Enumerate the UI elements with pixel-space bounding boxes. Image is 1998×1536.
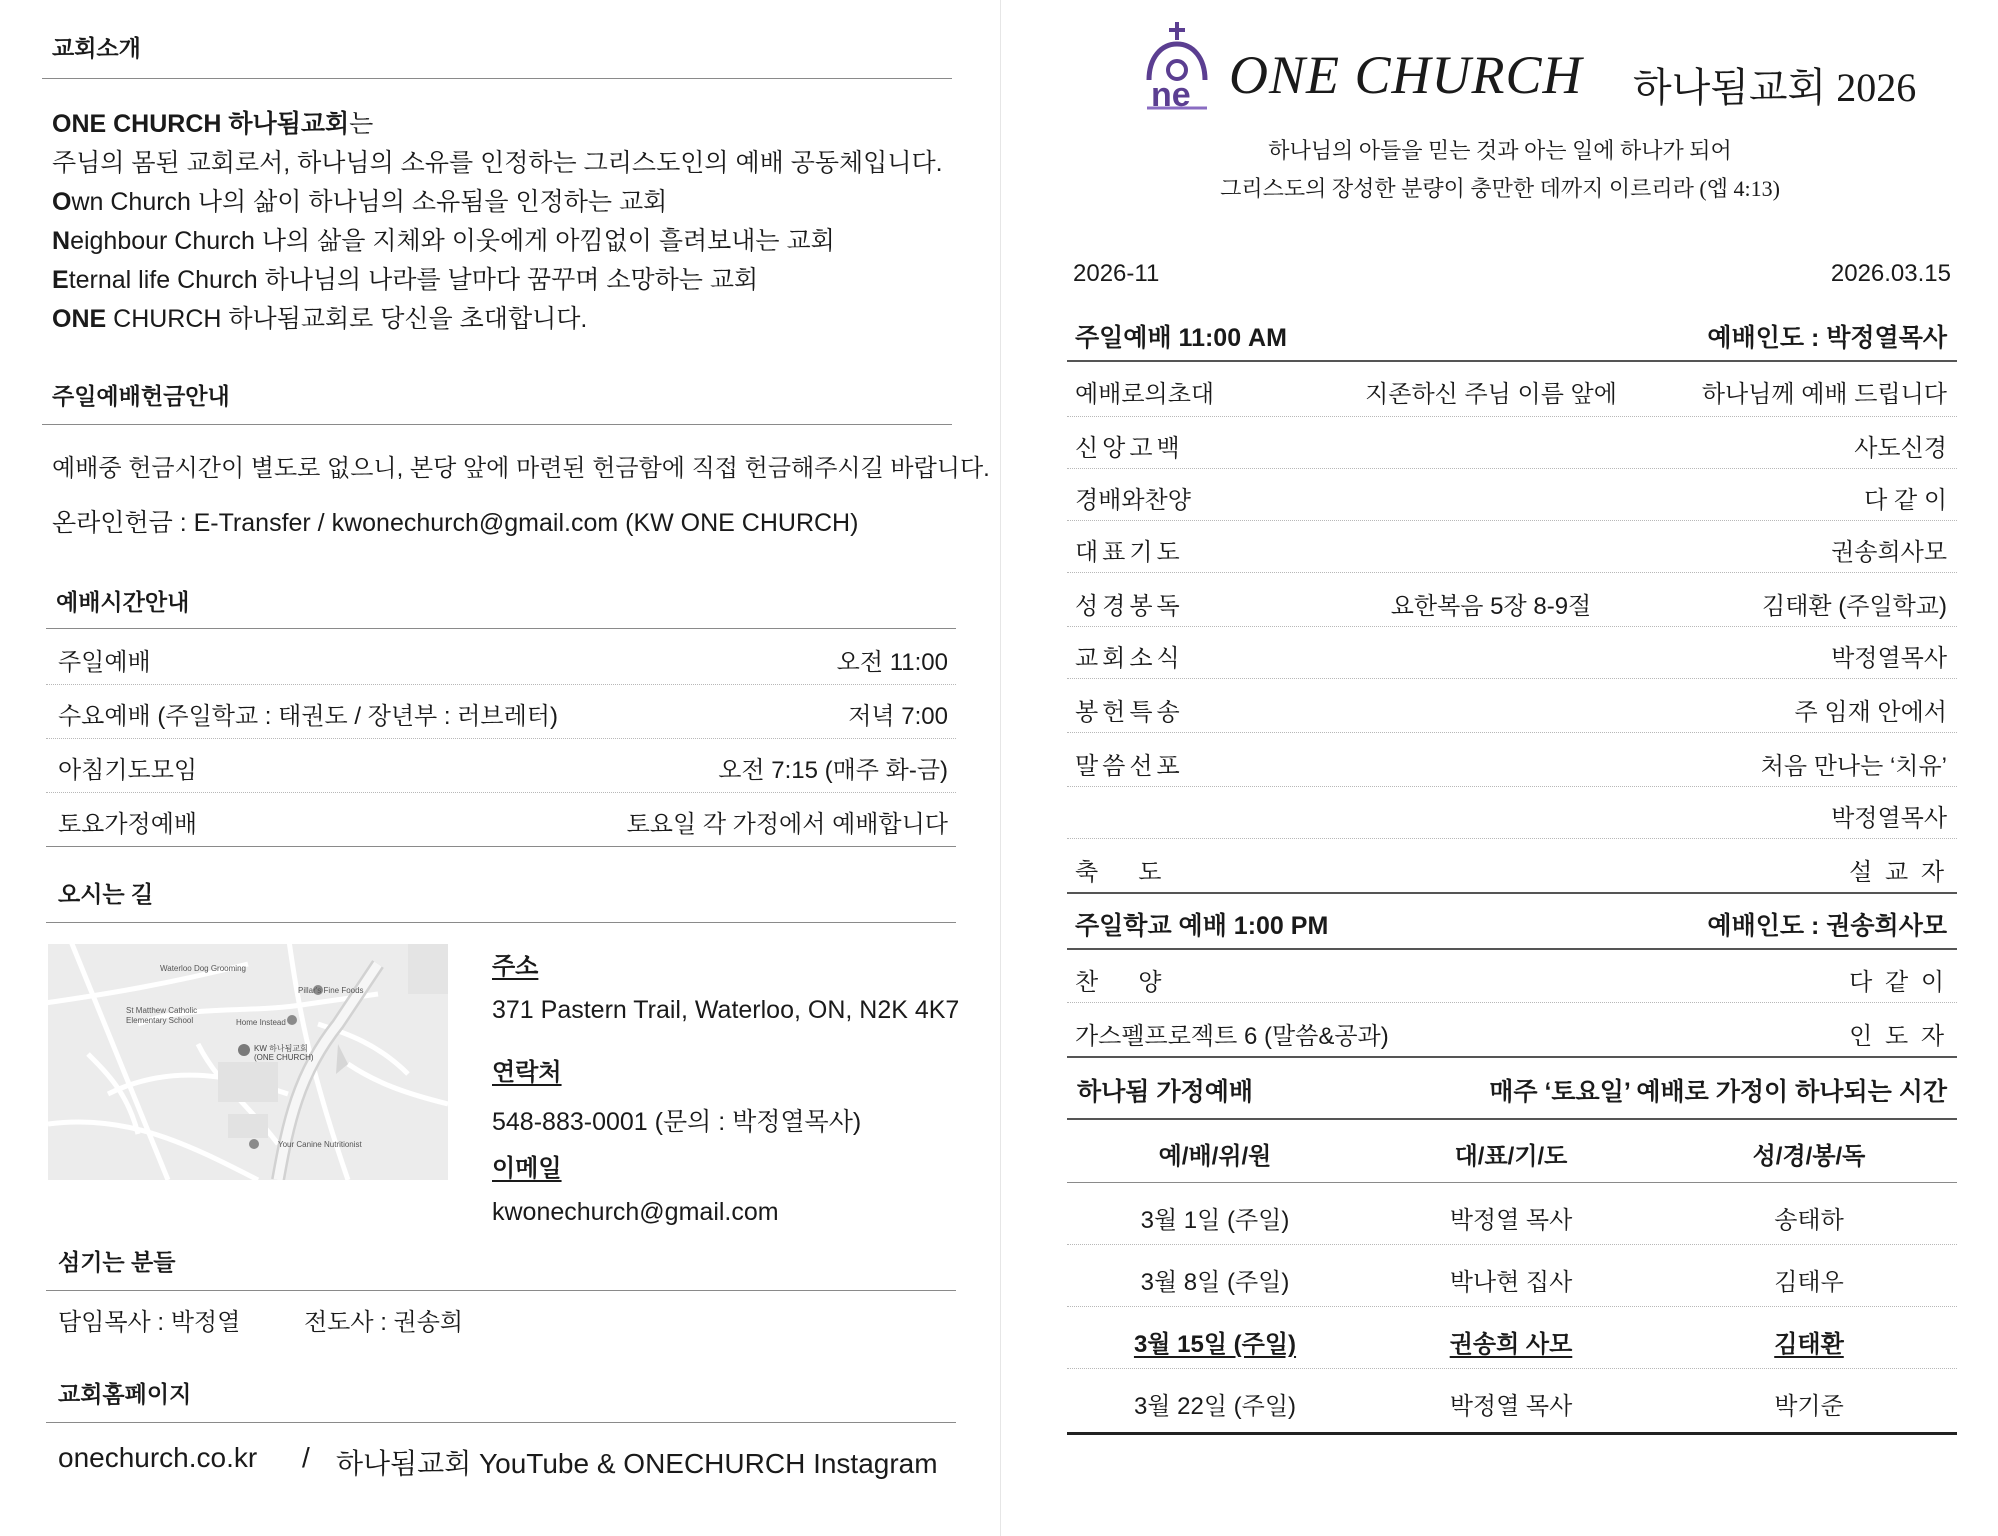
divider bbox=[1067, 1056, 1957, 1058]
offering-line-1: 예배중 헌금시간이 별도로 없으니, 본당 앞에 마련된 헌금함에 직접 헌금해주시길 바랍니다. bbox=[52, 455, 990, 482]
intro-line-6: ONE CHURCH 하나됨교회로 당신을 초대합니다. bbox=[52, 305, 588, 333]
row-divider bbox=[1067, 416, 1957, 417]
main-service-leader: 예배인도 : 박정열목사 bbox=[1707, 324, 1947, 352]
social-links[interactable]: 하나됨교회 YouTube & ONECHURCH Instagram bbox=[336, 1448, 938, 1479]
column-header: 성/경/봉/독 bbox=[1752, 1143, 1866, 1170]
order-label: 신앙고백 bbox=[1075, 435, 1184, 462]
column-header: 대/표/기/도 bbox=[1454, 1143, 1568, 1170]
schedule-time: 오전 7:15 (매주 화-금) bbox=[718, 757, 948, 784]
intro-line-3: Own Church 나의 삶이 하나님의 소유됨을 인정하는 교회 bbox=[52, 188, 668, 216]
family-date: 3월 22일 (주일) bbox=[1133, 1393, 1297, 1420]
family-prayer-current: 권송희 사모 bbox=[1449, 1331, 1573, 1358]
sermon-preacher: 박정열목사 bbox=[1831, 805, 1947, 832]
schedule-time: 저녁 7:00 bbox=[848, 703, 948, 730]
staff-heading: 섬기는 분들 bbox=[58, 1249, 176, 1275]
email-label: 이메일 bbox=[492, 1155, 562, 1182]
row-divider bbox=[1067, 1002, 1957, 1003]
family-worship-title: 하나됨 가정예배 bbox=[1077, 1078, 1253, 1106]
schedule-name: 수요예배 (주일학교 : 태권도 / 장년부 : 러브레터) bbox=[58, 703, 558, 730]
family-date-current: 3월 15일 (주일) bbox=[1133, 1331, 1297, 1358]
row-divider bbox=[1067, 838, 1957, 839]
map-graphic bbox=[48, 944, 448, 1180]
row-divider bbox=[1067, 732, 1957, 733]
order-label: 경배와찬양 bbox=[1075, 487, 1191, 514]
map-label: Home Instead bbox=[236, 1018, 286, 1027]
intro-line-5: Eternal life Church 하나님의 나라를 날마다 꿈꾸며 소망하는 교회 bbox=[52, 266, 759, 294]
row-divider bbox=[1067, 572, 1957, 573]
homepage-heading: 교회홈페이지 bbox=[58, 1381, 192, 1407]
church-name-script: ONE CHURCH bbox=[1229, 45, 1583, 105]
contact-value: 548-883-0001 (문의 : 박정열목사) bbox=[492, 1108, 862, 1136]
order-person: 설 교 자 bbox=[1849, 859, 1947, 886]
address-value: 371 Pastern Trail, Waterloo, ON, N2K 4K7 bbox=[492, 996, 960, 1024]
staff-pastor: 담임목사 : 박정열 bbox=[58, 1309, 241, 1336]
family-prayer: 박정열 목사 bbox=[1449, 1207, 1573, 1234]
order-person: 하나님께 예배 드립니다 bbox=[1701, 381, 1947, 408]
divider bbox=[1067, 1182, 1957, 1183]
row-divider bbox=[1067, 520, 1957, 521]
divider bbox=[1067, 1118, 1957, 1120]
order-detail: 지존하신 주님 이름 앞에 bbox=[1365, 381, 1617, 408]
order-person: 권송희사모 bbox=[1831, 539, 1947, 566]
family-date: 3월 1일 (주일) bbox=[1140, 1207, 1290, 1234]
directions-heading: 오시는 길 bbox=[58, 881, 154, 907]
offering-line-2: 온라인헌금 : E-Transfer / kwonechurch@gmail.com (KW ONE CHURCH) bbox=[52, 509, 859, 537]
intro-heading: 교회소개 bbox=[52, 35, 141, 61]
column-header: 예/배/위/원 bbox=[1158, 1143, 1272, 1170]
row-divider bbox=[1067, 1306, 1957, 1307]
row-divider bbox=[1067, 626, 1957, 627]
order-person: 다 같 이 bbox=[1864, 487, 1947, 514]
schedule-time: 오전 11:00 bbox=[836, 649, 948, 676]
row-divider bbox=[1067, 678, 1957, 679]
map-label: KW 하나됨교회 (ONE CHURCH) bbox=[254, 1044, 314, 1062]
family-reading: 김태우 bbox=[1774, 1269, 1844, 1296]
right-page bbox=[1000, 0, 1998, 1536]
church-logo-icon bbox=[1143, 20, 1211, 117]
row-divider bbox=[1067, 786, 1957, 787]
verse-line-2: 그리스도의 장성한 분량이 충만한 데까지 이르리라 (엡 4:13) bbox=[1220, 176, 1780, 201]
map-label: Your Canine Nutritionist bbox=[278, 1140, 362, 1149]
order-label: 가스펠프로젝트 6 (말씀&공과) bbox=[1075, 1023, 1389, 1050]
svg-text:ne: ne bbox=[1151, 76, 1191, 112]
intro-line-1: ONE CHURCH 하나됨교회는 bbox=[52, 110, 374, 138]
school-service-title: 주일학교 예배 1:00 PM bbox=[1075, 912, 1329, 940]
family-reading: 박기준 bbox=[1774, 1393, 1844, 1420]
order-person: 주 임재 안에서 bbox=[1794, 699, 1947, 726]
order-person: 박정열목사 bbox=[1831, 645, 1947, 672]
table-bottom-rule bbox=[1067, 1432, 1957, 1435]
row-divider bbox=[46, 684, 956, 685]
divider bbox=[46, 628, 956, 629]
offering-heading: 주일예배헌금안내 bbox=[52, 383, 230, 409]
divider bbox=[46, 846, 956, 847]
row-divider bbox=[1067, 468, 1957, 469]
issue-number: 2026-11 bbox=[1073, 260, 1160, 287]
family-reading-current: 김태환 bbox=[1774, 1331, 1844, 1358]
order-label: 말씀선포 bbox=[1075, 753, 1184, 780]
order-label: 대표기도 bbox=[1075, 539, 1184, 566]
verse-line-1: 하나님의 아들을 믿는 것과 아는 일에 하나가 되어 bbox=[1268, 138, 1732, 163]
intro-line-2: 주님의 몸된 교회로서, 하나님의 소유를 인정하는 그리스도인의 예배 공동체입니다. bbox=[52, 149, 943, 177]
schedule-heading: 예배시간안내 bbox=[56, 589, 190, 615]
email-link[interactable]: kwonechurch@gmail.com bbox=[492, 1198, 779, 1226]
homepage-separator: / bbox=[302, 1442, 310, 1473]
location-map[interactable] bbox=[48, 944, 448, 1180]
order-person: 다 같 이 bbox=[1849, 969, 1947, 996]
bulletin-date: 2026.03.15 bbox=[1830, 260, 1951, 287]
staff-evangelist: 전도사 : 권송희 bbox=[304, 1309, 464, 1336]
schedule-name: 주일예배 bbox=[58, 649, 151, 676]
row-divider bbox=[46, 792, 956, 793]
family-reading: 송태하 bbox=[1774, 1207, 1844, 1234]
contact-label: 연락처 bbox=[492, 1059, 562, 1086]
family-prayer: 박정열 목사 bbox=[1449, 1393, 1573, 1420]
order-label: 찬 양 bbox=[1075, 969, 1162, 996]
schedule-name: 아침기도모임 bbox=[58, 757, 198, 784]
divider bbox=[46, 1422, 956, 1423]
divider bbox=[46, 922, 956, 923]
divider bbox=[42, 424, 952, 425]
map-label: Pillar's Fine Foods bbox=[298, 986, 364, 995]
order-label: 예배로의초대 bbox=[1075, 381, 1215, 408]
row-divider bbox=[46, 738, 956, 739]
intro-line-4: Neighbour Church 나의 삶을 지체와 이웃에게 아낌없이 흘려보내는 교회 bbox=[52, 227, 835, 255]
family-date: 3월 8일 (주일) bbox=[1140, 1269, 1290, 1296]
order-label: 축 도 bbox=[1075, 859, 1162, 886]
divider bbox=[1067, 360, 1957, 362]
main-service-title: 주일예배 11:00 AM bbox=[1075, 324, 1287, 352]
divider bbox=[1067, 948, 1957, 950]
row-divider bbox=[1067, 1244, 1957, 1245]
order-label: 교회소식 bbox=[1075, 645, 1184, 672]
family-prayer: 박나현 집사 bbox=[1449, 1269, 1573, 1296]
order-label: 성경봉독 bbox=[1075, 593, 1184, 620]
address-label: 주소 bbox=[492, 953, 539, 980]
divider bbox=[42, 78, 952, 79]
order-person: 김태환 (주일학교) bbox=[1762, 593, 1947, 620]
schedule-name: 토요가정예배 bbox=[58, 811, 198, 838]
order-person: 인 도 자 bbox=[1849, 1023, 1947, 1050]
order-label: 봉헌특송 bbox=[1075, 699, 1184, 726]
divider bbox=[1067, 892, 1957, 894]
schedule-time: 토요일 각 가정에서 예배합니다 bbox=[626, 811, 948, 838]
family-worship-subtitle: 매주 ‘토요일’ 예배로 가정이 하나되는 시간 bbox=[1489, 1078, 1947, 1106]
church-name-korean: 하나됨교회 2026 bbox=[1633, 65, 1917, 110]
order-person: 사도신경 bbox=[1854, 435, 1947, 462]
sermon-title: 처음 만나는 ‘치유’ bbox=[1760, 753, 1947, 780]
row-divider bbox=[1067, 1368, 1957, 1369]
homepage-link[interactable]: onechurch.co.kr bbox=[58, 1442, 258, 1473]
map-label: Waterloo Dog Grooming bbox=[160, 964, 246, 973]
school-service-leader: 예배인도 : 권송희사모 bbox=[1707, 912, 1947, 940]
order-detail: 요한복음 5장 8-9절 bbox=[1390, 593, 1592, 620]
divider bbox=[46, 1290, 956, 1291]
map-label: St Matthew Catholic Elementary School bbox=[126, 1006, 198, 1025]
